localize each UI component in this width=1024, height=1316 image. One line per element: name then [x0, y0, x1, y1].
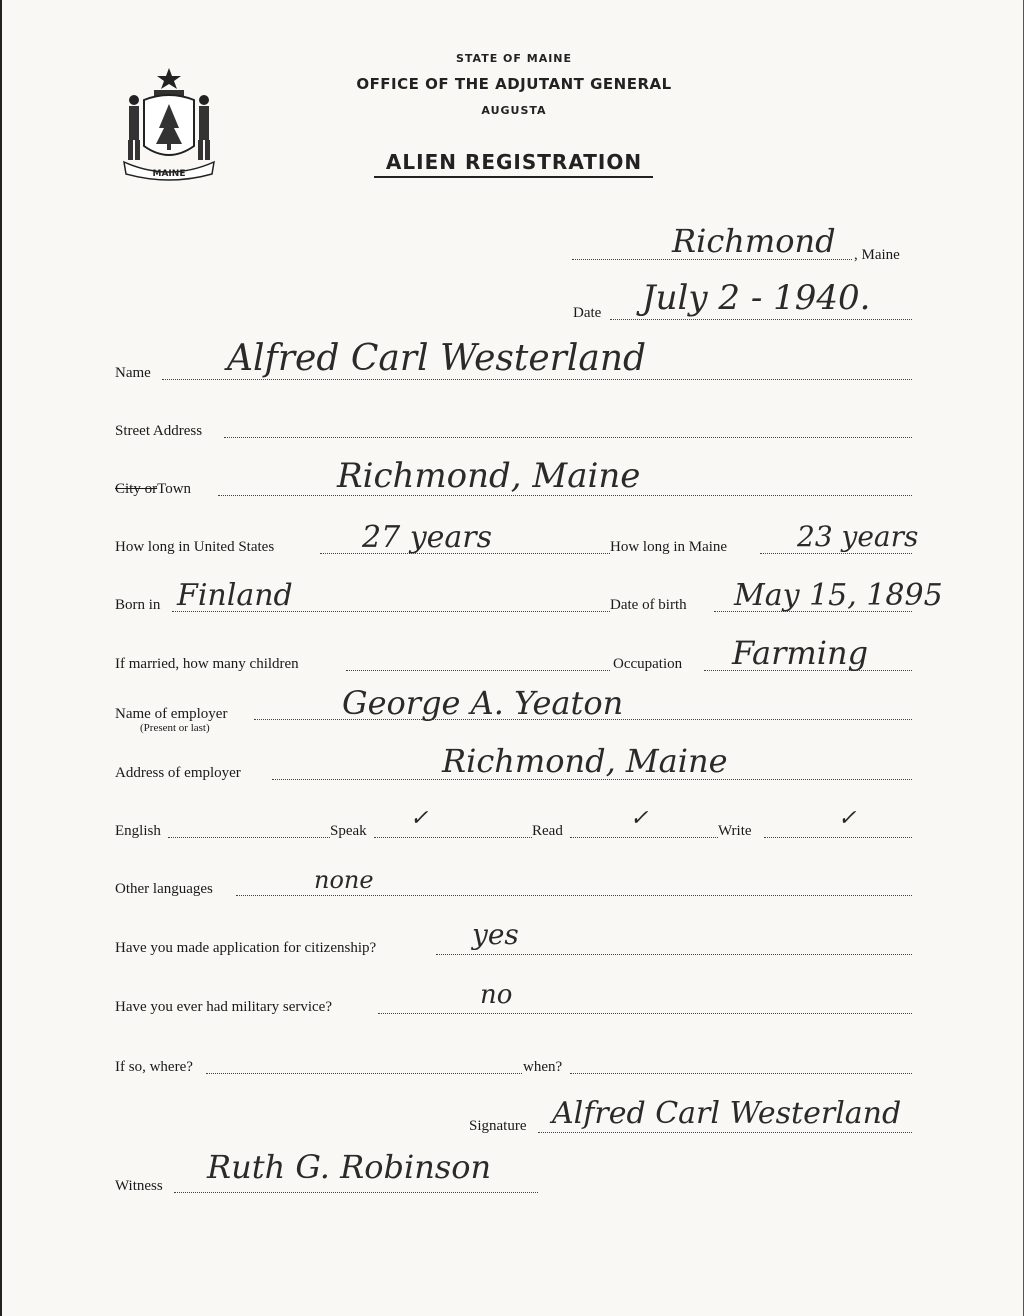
when-label: when? — [523, 1059, 563, 1075]
occupation-label: Occupation — [613, 656, 683, 672]
military-label: Have you ever had military service? — [115, 999, 332, 1015]
citizenship-value: yes — [472, 918, 519, 951]
signature-label: Signature — [469, 1118, 527, 1134]
other-languages-label: Other languages — [115, 881, 213, 897]
name-value: Alfred Carl Westerland — [227, 338, 647, 379]
date-of-birth-label: Date of birth — [610, 597, 687, 613]
other-languages-value: none — [314, 866, 374, 894]
maine-label: , Maine — [854, 247, 900, 263]
years-maine-value: 23 years — [797, 520, 919, 553]
how-long-us-label: How long in United States — [115, 539, 275, 555]
speak-value: ✓ — [410, 806, 429, 831]
where-label: If so, where? — [115, 1059, 193, 1075]
date-label: Date — [573, 305, 602, 321]
seal-banner-text: MAINE — [152, 169, 186, 179]
years-us-value: 27 years — [362, 520, 493, 555]
title-underline — [374, 176, 653, 178]
office-heading: OFFICE OF THE ADJUTANT GENERAL — [356, 75, 672, 93]
employer-note: (Present or last) — [140, 722, 210, 734]
occupation-value: Farming — [732, 634, 869, 672]
town-value: Richmond, Maine — [337, 456, 641, 496]
place-value: Richmond — [672, 222, 836, 260]
born-in-value: Finland — [177, 578, 293, 613]
employer-address-value: Richmond, Maine — [442, 742, 728, 780]
date-value: July 2 - 1940. — [642, 278, 871, 318]
street-label: Street Address — [115, 423, 203, 439]
city-heading: AUGUSTA — [481, 104, 547, 117]
speak-label: Speak — [330, 823, 367, 839]
read-value: ✓ — [630, 806, 649, 831]
citizenship-label: Have you made application for citizenship? — [115, 940, 377, 956]
date-of-birth-value: May 15, 1895 — [734, 578, 943, 613]
employer-value: George A. Yeaton — [342, 684, 624, 722]
military-value: no — [480, 980, 513, 1010]
how-long-maine-label: How long in Maine — [610, 539, 728, 555]
english-label: English — [115, 823, 161, 839]
read-label: Read — [532, 823, 563, 839]
city-struck-label: City or — [115, 481, 158, 497]
signature-value: Alfred Carl Westerland — [552, 1096, 902, 1131]
write-value: ✓ — [838, 806, 857, 831]
state-heading: STATE OF MAINE — [455, 52, 573, 65]
employer-label: Name of employer — [115, 706, 228, 722]
witness-label: Witness — [115, 1178, 163, 1194]
town-label — [115, 481, 191, 498]
form-title: ALIEN REGISTRATION — [385, 150, 643, 174]
employer-address-label: Address of employer — [115, 765, 241, 781]
married-label: If married, how many children — [115, 656, 299, 672]
write-label: Write — [718, 823, 752, 839]
witness-value: Ruth G. Robinson — [207, 1148, 492, 1186]
born-in-label: Born in — [115, 597, 161, 613]
name-label: Name — [115, 365, 151, 381]
town-word-label: Town — [157, 481, 192, 497]
